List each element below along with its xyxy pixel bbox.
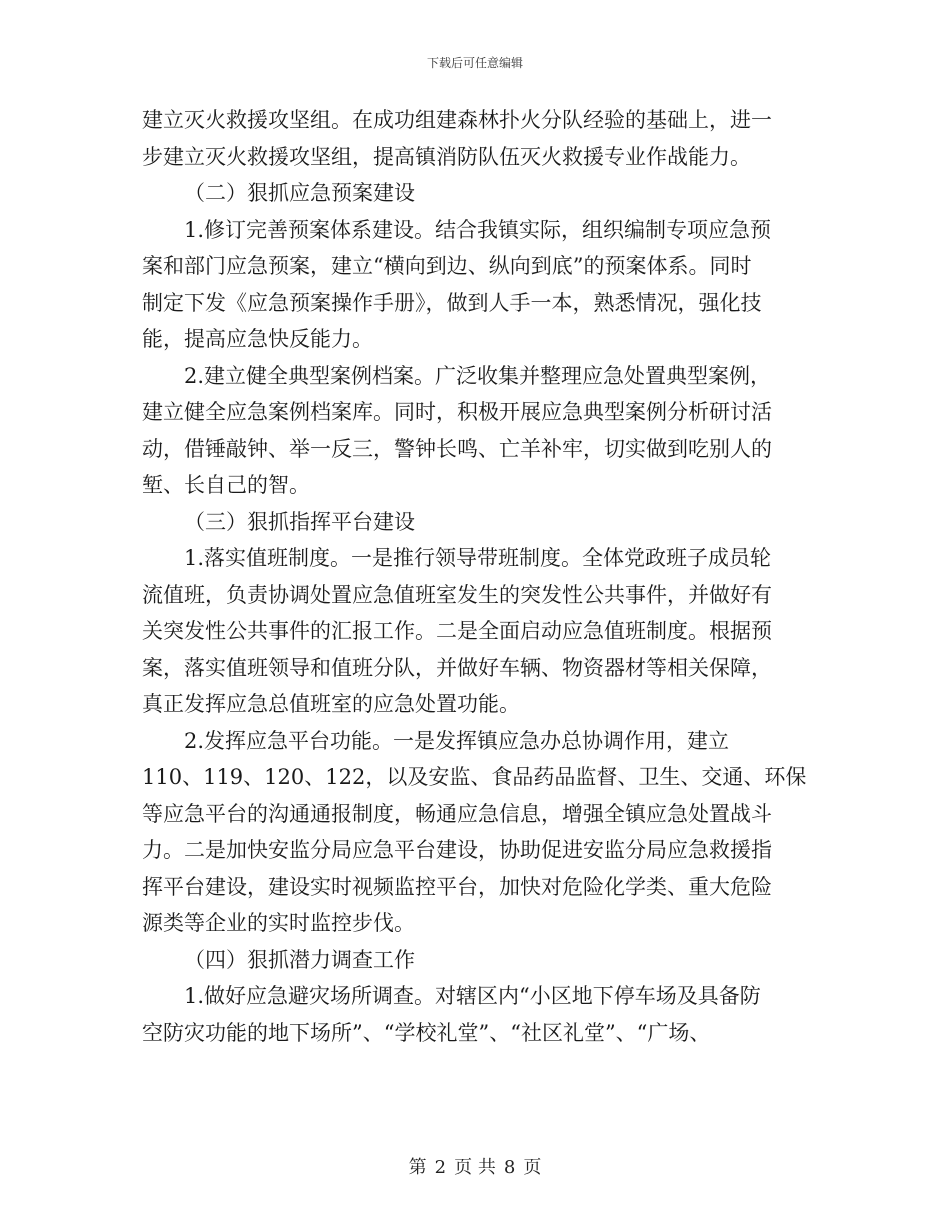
page-footer	[0, 1153, 950, 1179]
text-line: 110、119、120、122，以及安监、食品药品监督、卫生、交通、环保	[142, 765, 807, 789]
text-line: 挥平台建设，建设实时视频监控平台，加快对危险化学类、重大危险	[142, 874, 772, 899]
text-line: 等应急平台的沟通通报制度，畅通应急信息，增强全镇应急处置战斗	[142, 801, 772, 826]
text-line: 1.修订完善预案体系建设。结合我镇实际，组织编制专项应急预	[184, 217, 772, 242]
text-line: 1.做好应急避灾场所调查。对辖区内“小区地下停车场及具备防	[184, 984, 761, 1008]
text-line: 2.建立健全典型案例档案。广泛收集并整理应急处置典型案例，	[184, 363, 772, 388]
footer-mid: 页 共	[454, 1157, 496, 1178]
text-line: 案和部门应急预案，建立“横向到边、纵向到底”的预案体系。同时	[142, 254, 752, 278]
footer-prefix: 第	[408, 1157, 427, 1178]
text-line: （四）狠抓潜力调查工作	[184, 947, 415, 972]
footer-total-pages: 8	[503, 1157, 516, 1178]
page-header-note: 下载后可任意编辑	[426, 56, 523, 70]
text-line: 流值班，负责协调处置应急值班室发生的突发性公共事件，并做好有	[142, 582, 772, 607]
document-body	[142, 102, 807, 1051]
text-line: 动，借锤敲钟、举一反三，警钟长鸣、亡羊补牢，切实做到吃别人的	[142, 436, 772, 461]
text-line: 空防灾功能的地下场所”、“学校礼堂”、“社区礼堂”、“广场、	[142, 1020, 711, 1045]
footer-suffix: 页	[523, 1157, 542, 1178]
text-line: 制定下发《应急预案操作手册》，做到人手一本，熟悉情况，强化技	[142, 290, 762, 315]
text-line: 真正发挥应急总值班室的应急处置功能。	[142, 692, 520, 716]
text-line: 源类等企业的实时监控步伐。	[142, 911, 415, 935]
footer-current-page: 2	[434, 1157, 447, 1178]
text-line: 2.发挥应急平台功能。一是发挥镇应急办总协调作用，建立	[184, 728, 730, 753]
text-line: 能，提高应急快反能力。	[142, 327, 373, 351]
text-line: 建立健全应急案例档案库。同时，积极开展应急典型案例分析研讨活	[142, 400, 772, 424]
text-line: 步建立灭火救援攻坚组，提高镇消防队伍灭火救援专业作战能力。	[142, 144, 751, 169]
text-line: （三）狠抓指挥平台建设	[184, 509, 415, 534]
text-line: （二）狠抓应急预案建设	[184, 181, 415, 205]
text-line: 案，落实值班领导和值班分队，并做好车辆、物资器材等相关保障，	[142, 655, 772, 680]
text-line: 关突发性公共事件的汇报工作。二是全面启动应急值班制度。根据预	[142, 619, 772, 643]
text-line: 力。二是加快安监分局应急平台建设，协助促进安监分局应急救援指	[142, 838, 772, 862]
text-line: 1.落实值班制度。一是推行领导带班制度。全体党政班子成员轮	[184, 546, 772, 570]
text-line: 堑、长自己的智。	[142, 473, 310, 497]
text-line: 建立灭火救援攻坚组。在成功组建森林扑火分队经验的基础上，进一	[142, 108, 772, 132]
